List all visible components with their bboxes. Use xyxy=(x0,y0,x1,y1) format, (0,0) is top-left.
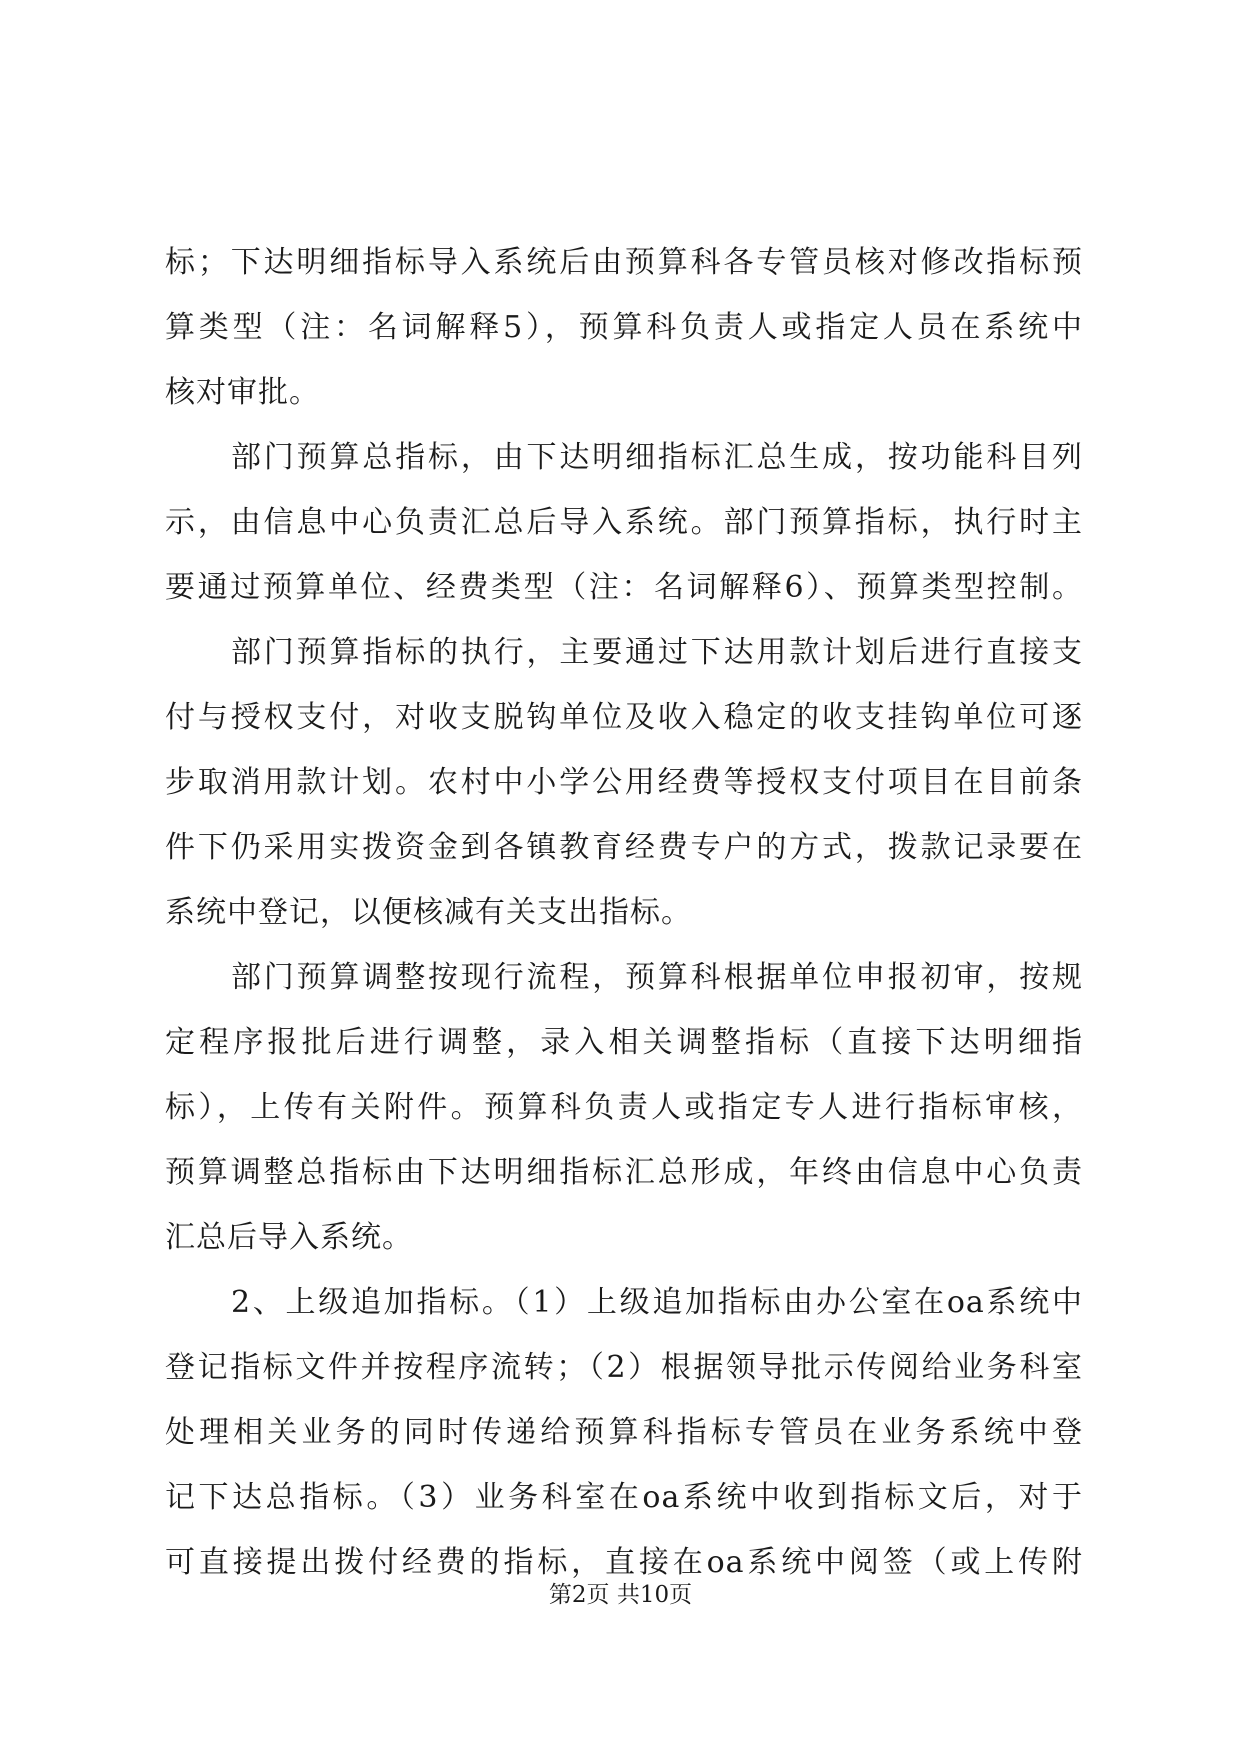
text-line: 要通过预算单位、经费类型（注：名词解释6）、预算类型控制。 xyxy=(165,570,1083,605)
text-line: 算类型（注：名词解释5），预算科负责人或指定人员在系统中 xyxy=(165,310,1083,345)
paragraph-1 xyxy=(165,230,1083,425)
text-line: 示，由信息中心负责汇总后导入系统。部门预算指标，执行时主 xyxy=(165,505,1083,540)
text-line: 付与授权支付，对收支脱钩单位及收入稳定的收支挂钩单位可逐 xyxy=(165,700,1083,735)
paragraph-5 xyxy=(165,1270,1083,1595)
text-line: 预算调整总指标由下达明细指标汇总形成，年终由信息中心负责 xyxy=(165,1155,1083,1190)
text-line: 件下仍采用实拨资金到各镇教育经费专户的方式，拨款记录要在 xyxy=(165,830,1083,865)
text-line: 部门预算总指标，由下达明细指标汇总生成，按功能科目列 xyxy=(231,440,1083,475)
text-line: 部门预算调整按现行流程，预算科根据单位申报初审，按规 xyxy=(231,960,1083,995)
text-line: 标；下达明细指标导入系统后由预算科各专管员核对修改指标预 xyxy=(165,245,1083,280)
document-body xyxy=(165,230,1083,1595)
text-line: 部门预算指标的执行，主要通过下达用款计划后进行直接支 xyxy=(231,635,1083,670)
paragraph-4 xyxy=(165,945,1083,1270)
paragraph-2 xyxy=(165,425,1083,620)
paragraph-3 xyxy=(165,620,1083,945)
text-line: 步取消用款计划。农村中小学公用经费等授权支付项目在目前条 xyxy=(165,765,1083,800)
text-line: 系统中登记，以便核减有关支出指标。 xyxy=(165,895,692,930)
text-line: 可直接提出拨付经费的指标，直接在oa系统中阅签（或上传附 xyxy=(165,1545,1083,1580)
text-line: 2、上级追加指标。（1）上级追加指标由办公室在oa系统中 xyxy=(231,1285,1083,1320)
text-line: 定程序报批后进行调整，录入相关调整指标（直接下达明细指 xyxy=(165,1025,1083,1060)
text-line: 核对审批。 xyxy=(165,375,320,410)
page-footer: 第2页 共10页 xyxy=(548,1582,693,1608)
text-line: 记下达总指标。（3）业务科室在oa系统中收到指标文后，对于 xyxy=(165,1480,1083,1515)
text-line: 登记指标文件并按程序流转；（2）根据领导批示传阅给业务科室 xyxy=(165,1350,1083,1385)
text-line: 标），上传有关附件。预算科负责人或指定专人进行指标审核， xyxy=(165,1090,1083,1125)
text-line: 处理相关业务的同时传递给预算科指标专管员在业务系统中登 xyxy=(165,1415,1083,1450)
text-line: 汇总后导入系统。 xyxy=(165,1220,413,1255)
